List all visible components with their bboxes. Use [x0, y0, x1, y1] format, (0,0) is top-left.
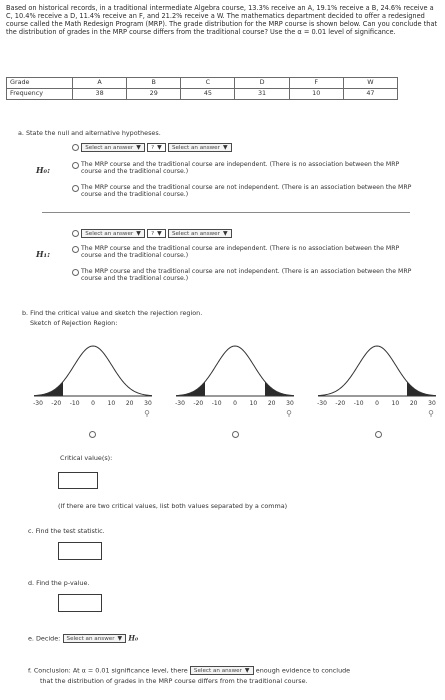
- axis-tick-label: -20: [51, 400, 62, 407]
- normal-curve: [318, 346, 436, 396]
- option-text: The MRP course and the traditional course are independent. (There is no association between the MRP course and the traditional course.): [81, 161, 400, 176]
- radio-button[interactable]: [72, 246, 79, 253]
- axis-tick-label: 30: [286, 400, 294, 407]
- frequency-table: [6, 77, 398, 100]
- chevron-down-icon: ▼: [136, 144, 141, 151]
- sketch-two-radio[interactable]: [232, 431, 239, 438]
- axis-tick-label: 0: [375, 400, 379, 407]
- chevron-down-icon: ▼: [222, 230, 228, 237]
- part-b-prompt: b. Find the critical value and sketch the rejection region.: [22, 309, 203, 317]
- sketch-left-radio[interactable]: [89, 431, 96, 438]
- test-statistic-input[interactable]: [58, 542, 102, 560]
- axis-tick-label: -30: [317, 400, 327, 407]
- part-d-prompt: d. Find the p-value.: [28, 579, 90, 587]
- radio-button[interactable]: [72, 269, 79, 276]
- option-text: The MRP course and the traditional course are not independent. (There is an association between the MRP course and the traditional course.): [81, 268, 412, 283]
- table-row-label: Frequency: [7, 89, 73, 100]
- radio-button[interactable]: [72, 162, 79, 169]
- table-row: [7, 89, 398, 100]
- table-cell: A: [73, 78, 127, 89]
- axis-tick-label: -10: [69, 400, 80, 407]
- table-cell: 38: [73, 89, 127, 100]
- divider: [42, 212, 410, 213]
- option-text: The MRP course and the traditional course are not independent. (There is an association between the MRP course and the traditional course.): [81, 184, 412, 199]
- magnify-icon[interactable]: ⚲: [286, 409, 292, 418]
- table-cell: 47: [343, 89, 397, 100]
- decide-h0: H₀: [128, 633, 139, 643]
- magnify-icon[interactable]: ⚲: [428, 409, 434, 418]
- part-e-prompt: e. Decide:: [28, 634, 61, 643]
- normal-curve: [176, 346, 294, 396]
- sketch-left-tail[interactable]: [33, 346, 152, 418]
- table-cell: 10: [289, 89, 343, 100]
- sketch-right-radio[interactable]: [375, 431, 382, 438]
- h0-selects: [72, 143, 232, 152]
- chevron-down-icon: ▼: [157, 144, 162, 151]
- h0-right-select[interactable]: Select an answer ▼: [168, 143, 232, 152]
- axis-tick-label: 20: [267, 400, 276, 407]
- h1-right-select[interactable]: Select an answer ▼: [168, 229, 232, 238]
- sketch-right-tail[interactable]: [317, 346, 436, 418]
- h0-operator-select[interactable]: ? ▼: [147, 143, 166, 152]
- table-cell: 31: [235, 89, 289, 100]
- h1-select-radio[interactable]: [72, 230, 79, 237]
- table-cell: 29: [127, 89, 181, 100]
- rejection-region-sketches: [30, 338, 440, 438]
- sketch-label: Sketch of Rejection Region:: [30, 319, 118, 327]
- h1-option-not-independent[interactable]: [72, 268, 412, 283]
- axis-tick-label: 20: [409, 400, 418, 407]
- part-e-row: [28, 634, 138, 643]
- critical-value-note: (If there are two critical values, list both values separated by a comma): [58, 502, 288, 510]
- axis-tick-label: 10: [107, 400, 116, 407]
- chevron-down-icon: ▼: [157, 230, 162, 237]
- h0-left-select[interactable]: Select an answer ▼: [81, 143, 145, 152]
- critical-value-input[interactable]: [58, 472, 98, 489]
- axis-tick-label: 10: [249, 400, 258, 407]
- h1-label: H₁:: [36, 249, 51, 259]
- part-c-prompt: c. Find the test statistic.: [28, 527, 105, 535]
- table-cell: F: [289, 78, 343, 89]
- chevron-down-icon: ▼: [244, 667, 250, 674]
- rejection-tail-area: [176, 382, 205, 396]
- axis-tick-label: 0: [91, 400, 95, 407]
- h1-selects: [72, 229, 232, 238]
- problem-statement: Based on historical records, in a traditional intermediate Algebra course, 13.3% receive an A, 19.1% receive a B, 24.6% receive a C, 10.4% receive a D, 11.4% receive an F, and 21.2% receive a W. The mathematics department decided to offer a redesigned course called the Math Redesign Program (MRP). The grade distribution for the MRP course is shown below. Can you conclude that the distribution of grades in the MRP course differs from the traditional course? Use the α = 0.01 level of significance.: [6, 4, 438, 37]
- chevron-down-icon: ▼: [222, 144, 228, 151]
- rejection-tail-area: [34, 382, 63, 396]
- table-cell: W: [343, 78, 397, 89]
- sketch-two-tail[interactable]: [175, 346, 294, 418]
- table-cell: D: [235, 78, 289, 89]
- conclusion-select[interactable]: Select an answer ▼: [190, 666, 254, 675]
- axis-tick-label: -10: [353, 400, 364, 407]
- h0-option-not-independent[interactable]: [72, 184, 412, 199]
- h1-operator-select[interactable]: ? ▼: [147, 229, 166, 238]
- axis-tick-label: 20: [125, 400, 134, 407]
- part-f-row: [28, 666, 442, 675]
- rejection-tail-area: [407, 382, 436, 396]
- h1-left-select[interactable]: Select an answer ▼: [81, 229, 145, 238]
- chevron-down-icon: ▼: [117, 635, 123, 642]
- part-f-line2: that the distribution of grades in the MRP course differs from the traditional course.: [40, 677, 308, 685]
- axis-tick-label: 0: [233, 400, 237, 407]
- axis-tick-label: -20: [335, 400, 346, 407]
- table-row-label: Grade: [7, 78, 73, 89]
- p-value-input[interactable]: [58, 594, 102, 612]
- axis-tick-label: 30: [428, 400, 436, 407]
- decide-select[interactable]: Select an answer ▼: [63, 634, 127, 643]
- axis-tick-label: -10: [211, 400, 222, 407]
- critical-value-label: Critical value(s):: [60, 454, 113, 462]
- table-cell: B: [127, 78, 181, 89]
- h0-option-independent[interactable]: [72, 161, 412, 176]
- part-a-prompt: a. State the null and alternative hypotheses.: [18, 129, 161, 137]
- axis-tick-label: -30: [175, 400, 185, 407]
- chevron-down-icon: ▼: [136, 230, 141, 237]
- axis-tick-label: 30: [144, 400, 152, 407]
- table-cell: C: [181, 78, 235, 89]
- magnify-icon[interactable]: ⚲: [144, 409, 150, 418]
- h0-label: H₀:: [36, 165, 51, 175]
- part-f-suffix: enough evidence to conclude: [255, 666, 351, 675]
- axis-tick-label: 10: [391, 400, 400, 407]
- axis-tick-label: -20: [193, 400, 204, 407]
- radio-button[interactable]: [72, 185, 79, 192]
- axis-tick-label: -30: [33, 400, 43, 407]
- h1-option-independent[interactable]: [72, 245, 412, 260]
- normal-curve: [34, 346, 152, 396]
- table-cell: 45: [181, 89, 235, 100]
- h0-select-radio[interactable]: [72, 144, 79, 151]
- part-f-prefix: f. Conclusion: At α = 0.01 significance level, there: [28, 666, 188, 675]
- table-row: [7, 78, 398, 89]
- option-text: The MRP course and the traditional course are independent. (There is no association between the MRP course and the traditional course.): [81, 245, 400, 260]
- rejection-tail-area: [265, 382, 294, 396]
